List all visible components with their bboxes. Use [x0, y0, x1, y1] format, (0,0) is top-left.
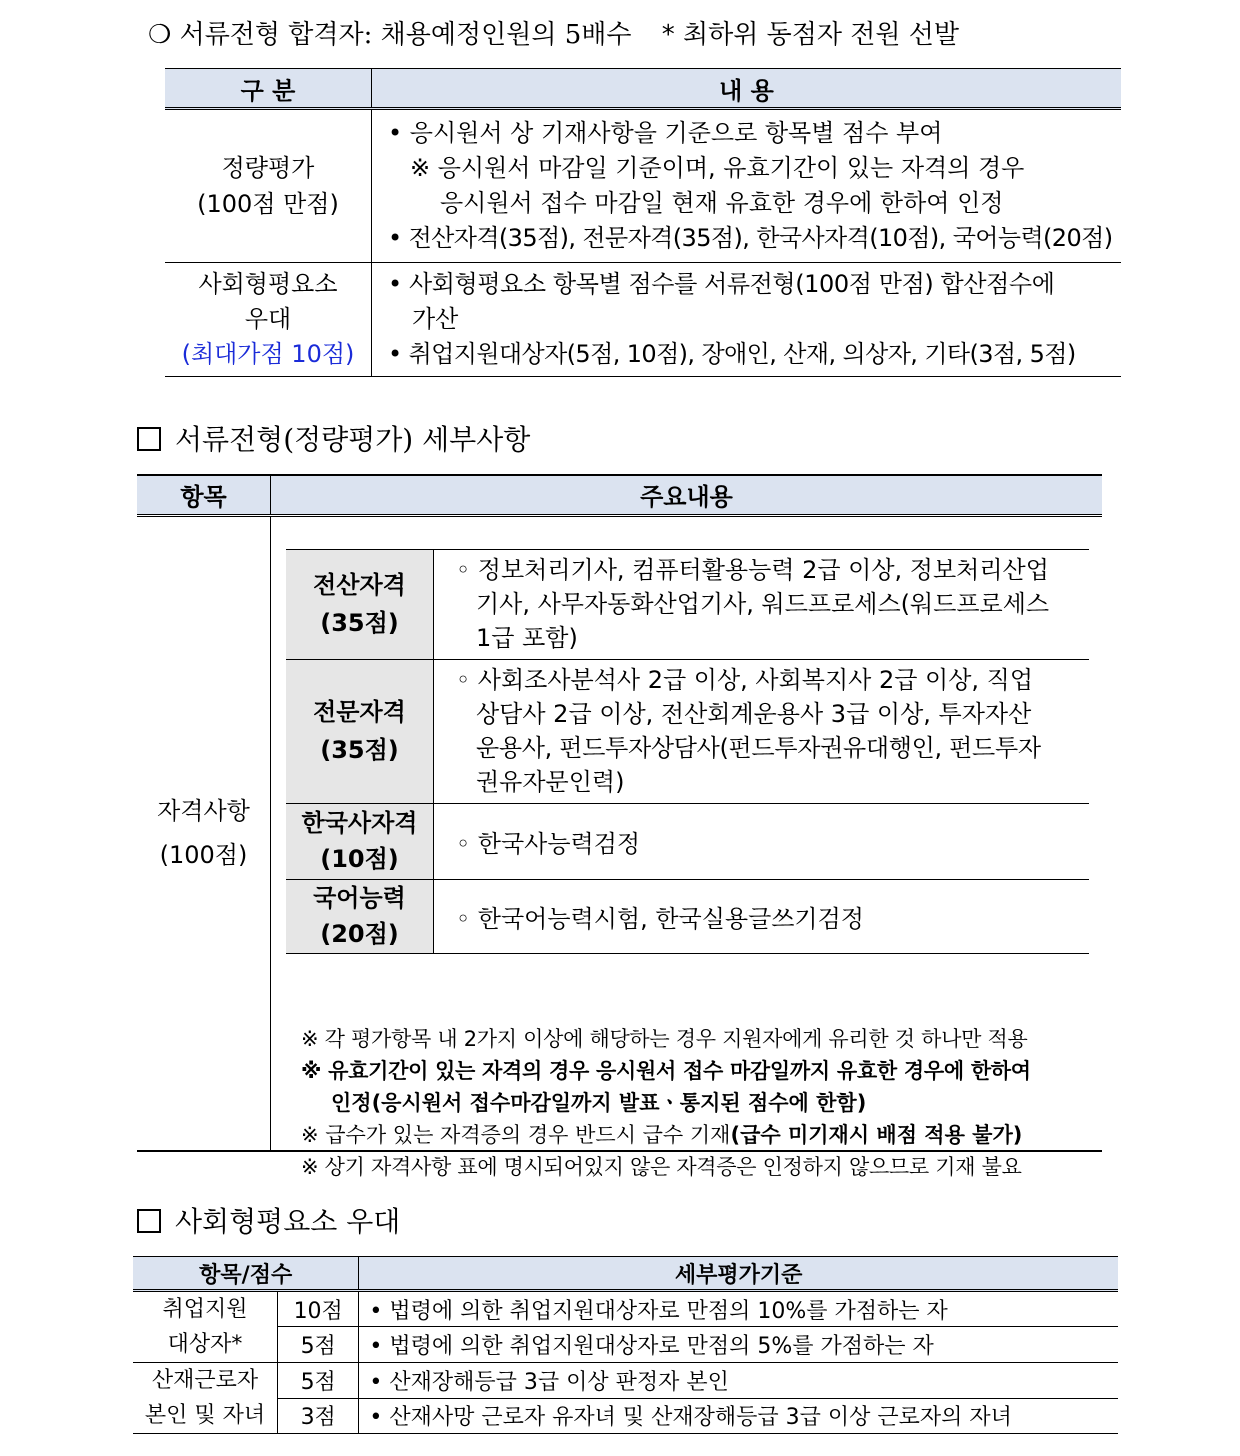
section3-title: 사회형평요소 우대: [175, 1205, 401, 1238]
qual-detail-it: ◦ 정보처리기사, 컴퓨터활용능력 2급 이상, 정보처리산업 기사, 사무자동화산업기사, 워드프로세스(워드프로세스 1급 포함): [434, 549, 1090, 659]
section2-table: [137, 474, 1102, 1179]
qual-row-it: [286, 549, 1089, 659]
section3-header-item: 항목/점수: [133, 1257, 359, 1291]
section3-row-3: [133, 1363, 1118, 1399]
note-3: ※ 급수가 있는 자격증의 경우 반드시 급수 기재(급수 미기재시 배점 적용 불가): [301, 1122, 1023, 1147]
qual-detail-pro: ◦ 사회조사분석사 2급 이상, 사회복지사 2급 이상, 직업 상담사 2급 이상, 전산회계운용사 3급 이상, 투자자산 운용사, 펀드투자상담사(펀드투자권유대행인, 펀드투자 권유자문인력): [434, 659, 1090, 803]
qual-name-pro: 전문자격 (35점): [286, 659, 434, 803]
qual-name-history: 한국사자격 (10점): [286, 803, 434, 879]
section2-row-label: 자격사항 (100점): [137, 515, 271, 1151]
qual-row-history: [286, 803, 1089, 879]
note-4: ※ 상기 자격사항 표에 명시되어있지 않은 자격증은 인정하지 않으므로 기재 불요: [301, 1154, 1022, 1179]
criteria-cell: • 법령에 의한 취업지원대상자로 만점의 10%를 가점하는 자: [359, 1291, 1118, 1327]
section2-header-content: 주요내용: [271, 475, 1103, 515]
score-cell: 5점: [278, 1363, 359, 1399]
qual-detail-history: ◦ 한국사능력검정: [434, 803, 1090, 879]
qual-name-it: 전산자격 (35점): [286, 549, 434, 659]
section3-header-row: [133, 1257, 1118, 1291]
section1-row-social-content: • 사회형평요소 항목별 점수를 서류전형(100점 만점) 합산점수에 가산 • 취업지원대상자(5점, 10점), 장애인, 산재, 의상자, 기타(3점, 5점): [388, 270, 1076, 368]
section1-row-quant-content: • 응시원서 상 기재사항을 기준으로 항목별 점수 부여 ※ 응시원서 마감일 기준이며, 유효기간이 있는 자격의 경우 응시원서 접수 마감일 현재 유효한 경우에 한하여 인정 • 전산자격(35점), 전문자격(35점), 한국사자격(10점), 국어능력(20점): [372, 109, 1122, 263]
section1-row-quant-label: 정량평가 (100점 만점): [165, 109, 372, 263]
group-label-industrial: 산재근로자 본인 및 자녀: [133, 1363, 278, 1434]
section1-title: ❍ 서류전형 합격자: 채용예정인원의 5배수: [148, 20, 632, 50]
note-2-cont: 인정(응시원서 접수마감일까지 발표ㆍ통지된 점수에 한함): [331, 1090, 867, 1115]
section2-content-cell: [271, 515, 1103, 1179]
qual-name-korean: 국어능력 (20점): [286, 879, 434, 953]
section2-title: 서류전형(정량평가) 세부사항: [175, 423, 531, 456]
section1-note: * 최하위 동점자 전원 선발: [661, 20, 960, 50]
section1-header-content: 내 용: [372, 69, 1122, 109]
section2-header-row: [137, 475, 1102, 515]
score-cell: 3점: [278, 1398, 359, 1434]
checkbox-square-icon: [137, 427, 161, 451]
note-1: ※ 각 평가항목 내 2가지 이상에 해당하는 경우 지원자에게 유리한 것 하나만 적용: [301, 1026, 1028, 1051]
qual-detail-korean: ◦ 한국어능력시험, 한국실용글쓰기검정: [456, 904, 864, 933]
section1-header-row: [165, 69, 1121, 109]
section2-title-row: [137, 418, 530, 458]
max-bonus-text: (최대가점 10점): [181, 340, 355, 368]
section1-row-quant: [165, 109, 1121, 263]
note-2: ※ 유효기간이 있는 자격의 경우 응시원서 접수 마감일까지 유효한 경우에 한하여: [301, 1058, 1031, 1083]
section3-header-criteria: 세부평가기준: [359, 1257, 1118, 1291]
qualification-inner-table: [286, 549, 1089, 954]
section1-row-social-label: 사회형평요소 우대 (최대가점 10점): [165, 263, 372, 377]
section3-table: [133, 1256, 1118, 1434]
section1-row-social: [165, 263, 1121, 377]
section1-title-row: [148, 14, 959, 51]
group-label-employment: 취업지원 대상자*: [133, 1291, 278, 1363]
score-cell: 10점: [278, 1291, 359, 1327]
criteria-cell: • 법령에 의한 취업지원대상자로 만점의 5%를 가점하는 자: [359, 1327, 1118, 1363]
criteria-cell: • 산재장해등급 3급 이상 판정자 본인: [359, 1363, 1118, 1399]
section1-table: [165, 68, 1121, 377]
score-cell: 5점: [278, 1327, 359, 1363]
section2-body-row: [137, 515, 1102, 1151]
checkbox-square-icon: [137, 1209, 161, 1233]
section1-header-category: 구 분: [165, 69, 372, 109]
qual-row-korean: [286, 879, 1089, 953]
section3-row-2: [133, 1327, 1118, 1363]
section2-header-item: 항목: [137, 475, 271, 515]
section3-row-1: [133, 1291, 1118, 1327]
criteria-cell: • 산재사망 근로자 유자녀 및 산재장해등급 3급 이상 근로자의 자녀: [369, 1405, 1012, 1431]
section3-title-row: [137, 1200, 400, 1240]
section2-notes: [301, 1023, 1031, 1183]
qual-row-pro: [286, 659, 1089, 803]
section3-row-4: [133, 1398, 1118, 1434]
